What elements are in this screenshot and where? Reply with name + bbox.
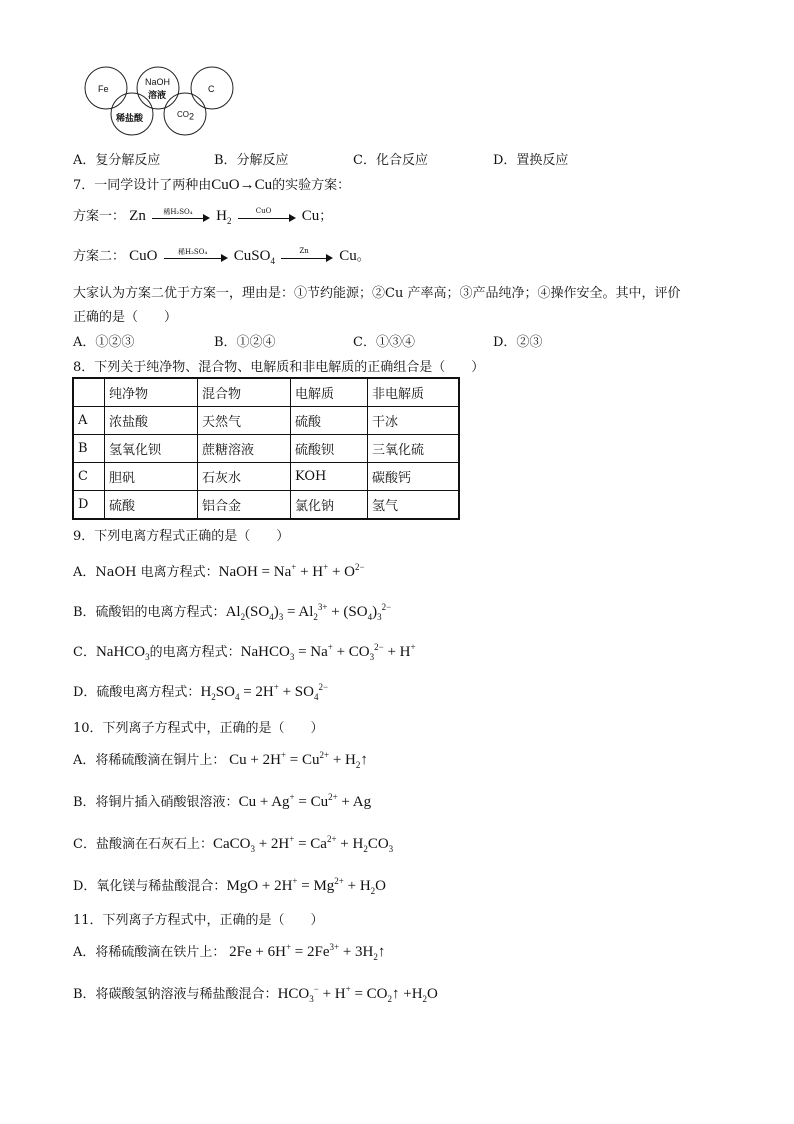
reaction-arrow: 稀H₂SO₄ xyxy=(164,249,228,265)
reaction-arrow: Zn xyxy=(281,249,333,265)
table-cell: D xyxy=(73,491,105,520)
table-header-cell: 非电解质 xyxy=(368,378,460,407)
table-cell: 胆矾 xyxy=(105,463,198,491)
naoh-label: NaOH xyxy=(145,77,171,87)
table-cell: 氢氧化钡 xyxy=(105,435,198,463)
table-header-cell: 混合物 xyxy=(198,378,291,407)
q8-table xyxy=(72,377,460,520)
q6-option-c: C．化合反应 xyxy=(353,153,428,168)
table-cell: A xyxy=(73,407,105,435)
table-cell: B xyxy=(73,435,105,463)
q7-question: 正确的是（ ） xyxy=(73,310,178,325)
reaction-arrow: CuO xyxy=(238,209,296,225)
table-header-cell: 电解质 xyxy=(291,378,368,407)
q7-plan-2: 方案二： CuO 稀H₂SO₄ CuSO$_4$ Zn Cu。 xyxy=(73,246,370,266)
q7-option-a: A．①②③ xyxy=(73,335,135,350)
c-label: C xyxy=(208,84,215,94)
table-cell: 硫酸 xyxy=(291,407,368,435)
q8-stem: 8．下列关于纯净物、混合物、电解质和非电解质的正确组合是（ ） xyxy=(73,360,485,375)
q7-reason: 大家认为方案二优于方案一，理由是：①节约能源；②Cu 产率高；③产品纯净；④操作安全。其中，评价 xyxy=(73,286,681,301)
q10-stem: 10．下列离子方程式中，正确的是（ ） xyxy=(73,721,324,736)
table-header-row xyxy=(73,378,459,407)
table-cell: 浓盐酸 xyxy=(105,407,198,435)
q10-option-a: A．将稀硫酸滴在铜片上： $Cu + 2H^+ = Cu^{2+}$ + $H_2↑$ xyxy=(73,750,368,770)
fe-label: Fe xyxy=(98,84,109,94)
table-row xyxy=(73,435,459,463)
table-header-cell xyxy=(73,378,105,407)
q11-stem: 11．下列离子方程式中，正确的是（ ） xyxy=(73,913,324,928)
q9-option-b: B．硫酸铝的电离方程式：$Al_2(SO_4)_3 = Al_2^{3+} + (SO_4)_3^{2-}$ xyxy=(73,602,392,622)
naoh-solution-label: 溶液 xyxy=(148,91,167,101)
table-cell: 铝合金 xyxy=(198,491,291,520)
hcl-label: 稀盐酸 xyxy=(116,114,144,124)
q7-option-d: D．②③ xyxy=(493,335,543,350)
table-cell: 碳酸钙 xyxy=(368,463,460,491)
table-cell: 氯化钠 xyxy=(291,491,368,520)
q7-stem: 7．一同学设计了两种由CuO→Cu的实验方案： xyxy=(73,177,351,193)
table-header-cell: 纯净物 xyxy=(105,378,198,407)
table-cell: 石灰水 xyxy=(198,463,291,491)
q6-option-b: B．分解反应 xyxy=(214,153,289,168)
q6-option-d: D．置换反应 xyxy=(493,153,569,168)
table-cell: 三氧化硫 xyxy=(368,435,460,463)
q11-option-a: A．将稀硫酸滴在铁片上： $2Fe + 6H^+ = 2Fe^{3+}$ + $3H_2↑$ xyxy=(73,942,386,962)
reaction-arrow: 稀H₂SO₄ xyxy=(152,209,210,225)
q7-option-c: C．①③④ xyxy=(353,335,415,350)
q11-option-b: B．将碳酸氢钠溶液与稀盐酸混合：$HCO_3^- + H^+$ = $CO_2↑ +H_2O$ xyxy=(73,984,438,1004)
q7-option-b: B．①②④ xyxy=(214,335,276,350)
table-cell: 天然气 xyxy=(198,407,291,435)
table-cell: 硫酸 xyxy=(105,491,198,520)
table-cell: KOH xyxy=(291,463,368,491)
q9-option-d: D．硫酸电离方程式：$H_2SO_4 = 2H^+ + SO_4^{2-}$ xyxy=(73,682,329,702)
q9-stem: 9．下列电离方程式正确的是（ ） xyxy=(73,529,290,544)
co2-label: $CO_2$ xyxy=(177,110,195,122)
q9-option-c: C．NaHCO$_3$的电离方程式：NaHCO$_3$ = $Na^+ + CO_3^{2-} + H^+$ xyxy=(73,642,416,662)
table-cell: 干冰 xyxy=(368,407,460,435)
table-cell: 硫酸钡 xyxy=(291,435,368,463)
table-cell: C xyxy=(73,463,105,491)
q10-option-b: B．将铜片插入硝酸银溶液：$Cu + Ag^+ = Cu^{2+} + Ag$ xyxy=(73,792,372,810)
q7-plan-1: 方案一： Zn 稀H₂SO₄ $H_2$ CuO Cu； xyxy=(73,206,333,226)
q10-option-c: C．盐酸滴在石灰石上：CaCO$_3$ + $2H^+ = Ca^{2+} + H_2CO_3$ xyxy=(73,834,394,854)
table-cell: 氢气 xyxy=(368,491,460,520)
table-row xyxy=(73,463,459,491)
table-row xyxy=(73,407,459,435)
q10-option-d: D．氧化镁与稀盐酸混合：MgO + $2H^+ = Mg^{2+} + H_2O$ xyxy=(73,876,386,896)
table-row xyxy=(73,491,459,520)
table-cell: 蔗糖溶液 xyxy=(198,435,291,463)
q9-option-a: A．NaOH 电离方程式：NaOH = $Na^+ + H^+ + O^{2-}$ xyxy=(73,562,365,580)
q6-option-a: A．复分解反应 xyxy=(73,153,161,168)
